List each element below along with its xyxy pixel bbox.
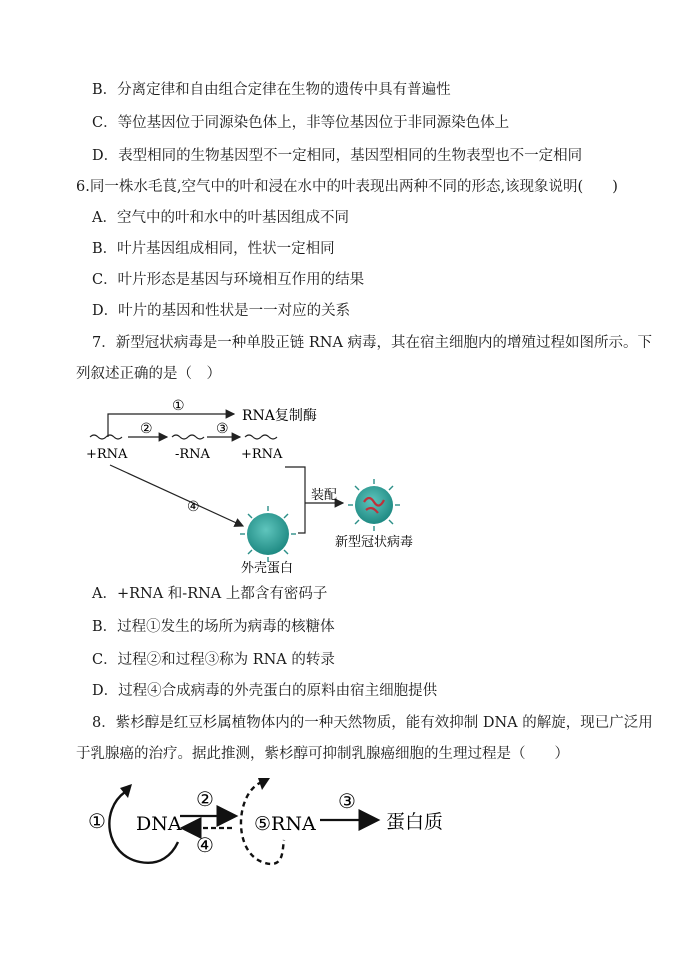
q8-label-step5-rna: ⑤RNA (254, 813, 316, 835)
q8-label-protein: 蛋白质 (386, 811, 444, 833)
q7-label-rna-replicase: RNA复制酶 (242, 408, 317, 424)
q7-label-step2: ② (140, 421, 153, 437)
q6-stem: 6.同一株水毛茛,空气中的叶和浸在水中的叶表现出两种不同的形态,该现象说明( ) (76, 179, 618, 195)
q7-arrow-step4 (110, 465, 243, 526)
q8-label-step4: ④ (196, 833, 214, 857)
q7-assembly-bracket (285, 467, 305, 533)
q7-label-step3: ③ (216, 421, 229, 437)
q8-label-dna: DNA (136, 813, 182, 835)
q6-option-d: D．叶片的基因和性状是一一对应的关系 (92, 303, 351, 319)
q5-option-c: C．等位基因位于同源染色体上，非等位基因位于非同源染色体上 (92, 115, 510, 131)
q5-option-d: D．表型相同的生物基因型不一定相同，基因型相同的生物表型也不一定相同 (92, 148, 583, 164)
q7-capsid-protein-icon (240, 506, 296, 562)
q7-option-b: B．过程①发生的场所为病毒的核糖体 (92, 619, 335, 635)
q8-diagram (0, 770, 688, 880)
q8-label-step3: ③ (338, 789, 356, 813)
q7-minus-rna-strand (172, 435, 204, 439)
q7-diagram (0, 390, 688, 575)
q7-label-step4: ④ (187, 499, 200, 515)
q8-label-step2: ② (196, 787, 214, 811)
q6-option-c: C．叶片形态是基因与环境相互作用的结果 (92, 272, 365, 288)
q7-label-minus-rna: -RNA (175, 447, 210, 462)
q7-label-capsid: 外壳蛋白 (241, 561, 294, 575)
q7-plus-rna-strand-1 (90, 435, 122, 439)
q7-label-virus: 新型冠状病毒 (335, 535, 414, 550)
q7-stem-line1: 7．新型冠状病毒是一种单股正链 RNA 病毒，其在宿主细胞内的增殖过程如图所示。下 (92, 335, 653, 351)
q7-option-c: C．过程②和过程③称为 RNA 的转录 (92, 652, 335, 668)
q6-option-a: A．空气中的叶和水中的叶基因组成不同 (92, 210, 349, 226)
q6-option-b: B．叶片基因组成相同，性状一定相同 (92, 241, 335, 257)
q7-option-d: D．过程④合成病毒的外壳蛋白的原料由宿主细胞提供 (92, 683, 438, 699)
q7-plus-rna-strand-2 (245, 435, 277, 439)
q7-label-step1: ① (172, 398, 185, 414)
q7-stem-line2: 列叙述正确的是（ ） (76, 366, 221, 382)
q7-option-a: A．+RNA 和-RNA 上都含有密码子 (92, 586, 328, 602)
q8-stem-line2: 于乳腺癌的治疗。据此推测，紫杉醇可抑制乳腺癌细胞的生理过程是（ ） (76, 746, 569, 762)
q7-coronavirus-icon (348, 479, 400, 531)
q8-label-step1: ① (88, 809, 106, 833)
q7-label-plus-rna-1: +RNA (86, 447, 128, 462)
q8-stem-line1: 8．紫杉醇是红豆杉属植物体内的一种天然物质，能有效抑制 DNA 的解旋，现已广泛用 (92, 715, 653, 731)
q7-label-plus-rna-2: +RNA (241, 447, 283, 462)
q7-label-assembly: 装配 (311, 488, 338, 503)
q5-option-b: B．分离定律和自由组合定律在生物的遗传中具有普遍性 (92, 82, 451, 98)
